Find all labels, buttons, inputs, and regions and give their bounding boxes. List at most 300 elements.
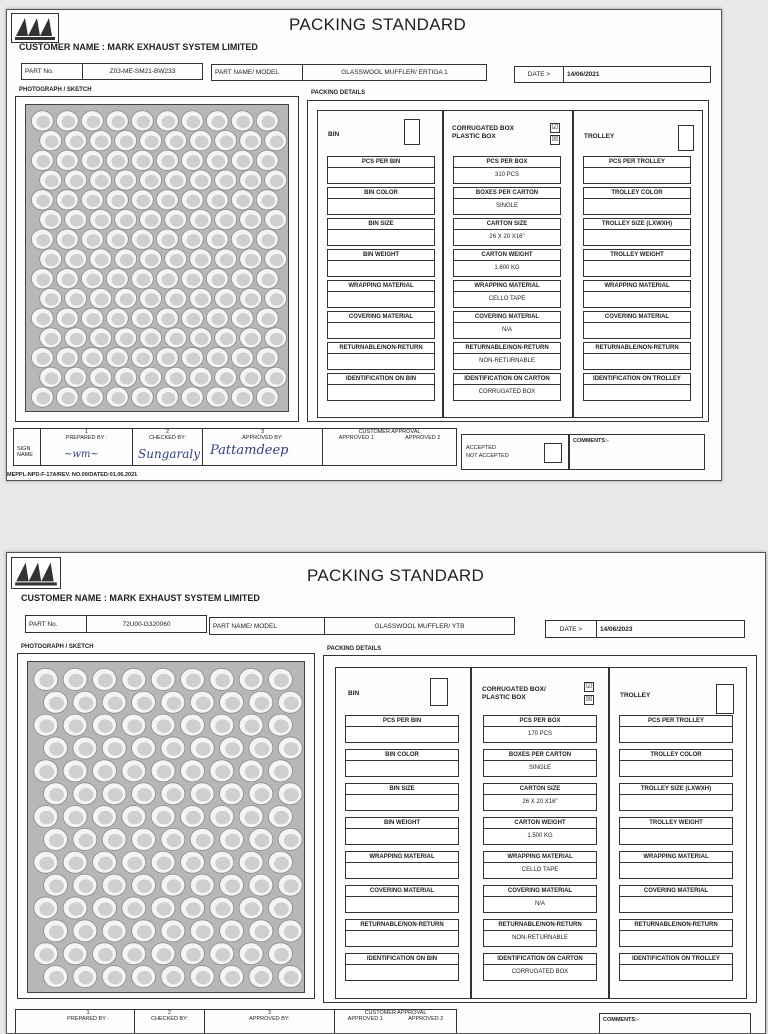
customer-name: CUSTOMER NAME : MARK EXHAUST SYSTEM LIMITED bbox=[19, 42, 258, 52]
prepared-by-label: PREPARED BY : bbox=[65, 435, 108, 441]
tube-hole bbox=[245, 333, 259, 345]
tube-hole bbox=[220, 254, 234, 266]
field-value bbox=[345, 795, 459, 811]
tube-hole bbox=[270, 372, 284, 384]
field-label: WRAPPING MATERIAL bbox=[453, 280, 561, 292]
tube-hole bbox=[120, 254, 134, 266]
tube-hole bbox=[87, 313, 101, 325]
trolley-field-6 bbox=[583, 311, 691, 339]
trolley-checkbox bbox=[716, 684, 734, 714]
glasswool-tubes-image bbox=[28, 662, 304, 992]
field-value bbox=[345, 897, 459, 913]
field-label: PCS PER TROLLEY bbox=[583, 156, 691, 168]
approved-signature: Pattamdeep bbox=[210, 443, 289, 458]
product-photo bbox=[25, 104, 289, 412]
field-label: PCS PER BIN bbox=[345, 715, 459, 727]
tube-hole bbox=[157, 902, 172, 915]
bin-field-7 bbox=[345, 919, 459, 947]
field-value bbox=[345, 829, 459, 845]
field-label: PCS PER TROLLEY bbox=[619, 715, 733, 727]
trolley-field-4 bbox=[583, 249, 691, 277]
tube-hole bbox=[245, 372, 259, 384]
corrugated-box-check-icon: ☑ bbox=[585, 683, 593, 690]
box-field-2 bbox=[483, 749, 597, 777]
tube-hole bbox=[37, 392, 51, 404]
tube-hole bbox=[120, 293, 134, 305]
bin-field-1 bbox=[345, 715, 459, 743]
box-heading: CORRUGATED BOX/ PLASTIC BOX bbox=[482, 686, 546, 701]
tube-hole bbox=[262, 155, 276, 167]
tube-hole bbox=[78, 971, 93, 984]
tube-hole bbox=[195, 333, 209, 345]
tube-hole bbox=[95, 175, 109, 187]
tube-hole bbox=[254, 697, 269, 710]
customer-approval-label: CUSTOMER APPROVAL bbox=[364, 1010, 427, 1016]
tube-hole bbox=[215, 719, 230, 732]
tube-hole bbox=[78, 742, 93, 755]
part-no-label: PART No. bbox=[25, 68, 54, 75]
sail-logo-icon bbox=[12, 558, 60, 588]
field-label: RETURNABLE/NON-RETURN bbox=[619, 919, 733, 931]
tube-hole bbox=[245, 135, 259, 147]
tube-hole bbox=[284, 834, 299, 847]
tube-hole bbox=[69, 811, 84, 824]
tube-hole bbox=[49, 879, 64, 892]
field-label: BIN COLOR bbox=[327, 187, 435, 199]
tube-hole bbox=[245, 765, 260, 778]
prepared-by-label: PREPARED BY : bbox=[67, 1016, 109, 1022]
tube-hole bbox=[215, 948, 230, 961]
prepared-signature: ~wm~ bbox=[64, 449, 99, 460]
box-field-3 bbox=[453, 218, 561, 246]
tube-hole bbox=[145, 293, 159, 305]
approved-2-label: APPROVED 2 bbox=[408, 1016, 444, 1022]
tube-hole bbox=[196, 742, 211, 755]
tube-hole bbox=[45, 254, 59, 266]
field-label: RETURNABLE/NON-RETURN bbox=[453, 342, 561, 354]
field-value: N/A bbox=[483, 897, 597, 913]
bin-heading: BIN bbox=[328, 131, 340, 138]
document-reference: MEPPL-NPD-F-17A/REV. NO.00/DATED:01.06.2021 bbox=[7, 472, 138, 478]
tube-hole bbox=[220, 175, 234, 187]
name-label: NAME bbox=[17, 452, 33, 458]
tube-hole bbox=[215, 902, 230, 915]
tube-hole bbox=[69, 948, 84, 961]
approved-1-label: APPROVED 1 bbox=[347, 1016, 383, 1022]
tube-hole bbox=[98, 674, 113, 687]
field-value bbox=[327, 354, 435, 370]
field-label: WRAPPING MATERIAL bbox=[619, 851, 733, 863]
tube-hole bbox=[127, 902, 142, 915]
comments-label: COMMENTS:- bbox=[603, 1017, 639, 1023]
tube-hole bbox=[127, 719, 142, 732]
tube-hole bbox=[274, 765, 289, 778]
tube-hole bbox=[166, 925, 181, 938]
tube-hole bbox=[87, 195, 101, 207]
tube-hole bbox=[70, 254, 84, 266]
field-label: PCS PER BOX bbox=[453, 156, 561, 168]
tube-hole bbox=[262, 313, 276, 325]
field-label: RETURNABLE/NON-RETURN bbox=[345, 919, 459, 931]
tube-hole bbox=[112, 195, 126, 207]
field-label: IDENTIFICATION ON TROLLEY bbox=[583, 373, 691, 385]
acceptance-checkbox bbox=[544, 443, 562, 463]
tube-hole bbox=[45, 333, 59, 345]
field-value bbox=[619, 863, 733, 879]
prepared-by-cell bbox=[42, 1010, 134, 1034]
col-1-number: 1 bbox=[86, 1010, 90, 1016]
field-value: CORRUGATED BOX bbox=[453, 385, 561, 401]
tube-hole bbox=[157, 948, 172, 961]
tube-hole bbox=[62, 274, 76, 286]
page-title: PACKING STANDARD bbox=[289, 15, 467, 34]
tube-hole bbox=[270, 175, 284, 187]
box-field-6 bbox=[483, 885, 597, 913]
tube-hole bbox=[120, 175, 134, 187]
field-value bbox=[619, 897, 733, 913]
tube-hole bbox=[98, 811, 113, 824]
trolley-field-7 bbox=[619, 919, 733, 947]
checked-by-label: CHECKED BY: bbox=[149, 435, 186, 441]
tube-hole bbox=[270, 333, 284, 345]
field-label: RETURNABLE/NON-RETURN bbox=[327, 342, 435, 354]
tube-hole bbox=[162, 392, 176, 404]
tube-hole bbox=[162, 155, 176, 167]
tube-hole bbox=[137, 195, 151, 207]
tube-hole bbox=[220, 135, 234, 147]
tube-hole bbox=[212, 392, 226, 404]
field-value bbox=[619, 829, 733, 845]
tube-hole bbox=[127, 811, 142, 824]
field-label: PCS PER BOX bbox=[483, 715, 597, 727]
tube-hole bbox=[170, 372, 184, 384]
tube-hole bbox=[284, 925, 299, 938]
tube-hole bbox=[157, 719, 172, 732]
field-value bbox=[327, 292, 435, 308]
tube-hole bbox=[62, 313, 76, 325]
tube-hole bbox=[78, 697, 93, 710]
tube-hole bbox=[196, 697, 211, 710]
tube-hole bbox=[37, 274, 51, 286]
tube-hole bbox=[166, 834, 181, 847]
field-value: N/A bbox=[453, 323, 561, 339]
tube-hole bbox=[78, 834, 93, 847]
tube-hole bbox=[39, 902, 54, 915]
tube-hole bbox=[108, 879, 123, 892]
field-value bbox=[583, 230, 691, 246]
tube-hole bbox=[225, 925, 240, 938]
tube-hole bbox=[120, 333, 134, 345]
trolley-field-3 bbox=[583, 218, 691, 246]
field-value bbox=[583, 354, 691, 370]
tube-hole bbox=[254, 834, 269, 847]
sign-label: SIGN bbox=[17, 446, 31, 452]
tube-hole bbox=[95, 293, 109, 305]
field-value bbox=[345, 761, 459, 777]
checked-signature: Sungaraly bbox=[138, 447, 201, 461]
tube-hole bbox=[69, 719, 84, 732]
col-3-number: 3 bbox=[267, 1010, 272, 1016]
tube-hole bbox=[254, 788, 269, 801]
field-value bbox=[327, 385, 435, 401]
box-field-7 bbox=[483, 919, 597, 947]
tube-hole bbox=[69, 902, 84, 915]
tube-hole bbox=[187, 155, 201, 167]
tube-hole bbox=[98, 857, 113, 870]
field-value bbox=[619, 761, 733, 777]
field-label: CARTON WEIGHT bbox=[483, 817, 597, 829]
tube-hole bbox=[70, 372, 84, 384]
tube-hole bbox=[70, 293, 84, 305]
field-value: 310 PCS bbox=[453, 168, 561, 184]
tube-hole bbox=[112, 313, 126, 325]
tube-hole bbox=[195, 293, 209, 305]
box-field-6 bbox=[453, 311, 561, 339]
part-name-label: PART NAME/ MODEL bbox=[215, 69, 279, 76]
tube-hole bbox=[284, 742, 299, 755]
tube-hole bbox=[284, 788, 299, 801]
tube-hole bbox=[225, 742, 240, 755]
tube-hole bbox=[166, 742, 181, 755]
box-field-1 bbox=[453, 156, 561, 184]
tube-hole bbox=[284, 879, 299, 892]
tube-hole bbox=[87, 116, 101, 128]
tube-hole bbox=[62, 234, 76, 246]
tube-hole bbox=[245, 902, 260, 915]
tube-hole bbox=[39, 719, 54, 732]
tube-hole bbox=[262, 234, 276, 246]
approval-table bbox=[15, 1009, 457, 1034]
field-label: TROLLEY WEIGHT bbox=[619, 817, 733, 829]
field-value bbox=[345, 727, 459, 743]
field-value bbox=[583, 199, 691, 215]
tube-hole bbox=[220, 333, 234, 345]
part-info-row bbox=[21, 63, 203, 80]
comments-box bbox=[569, 434, 705, 470]
bin-field-2 bbox=[345, 749, 459, 777]
trolley-field-3 bbox=[619, 783, 733, 811]
tube-hole bbox=[108, 834, 123, 847]
field-label: IDENTIFICATION ON BIN bbox=[345, 953, 459, 965]
tube-hole bbox=[70, 175, 84, 187]
trolley-field-5 bbox=[619, 851, 733, 879]
tube-hole bbox=[186, 674, 201, 687]
tube-hole bbox=[254, 925, 269, 938]
trolley-field-7 bbox=[583, 342, 691, 370]
tube-hole bbox=[166, 697, 181, 710]
date-value: 14/06/2023 bbox=[596, 621, 744, 637]
tube-hole bbox=[254, 742, 269, 755]
tube-hole bbox=[49, 834, 64, 847]
trolley-field-8 bbox=[619, 953, 733, 981]
tube-hole bbox=[62, 353, 76, 365]
customer-approval-label: CUSTOMER APPROVAL bbox=[358, 429, 421, 435]
tube-hole bbox=[274, 902, 289, 915]
field-label: BIN SIZE bbox=[327, 218, 435, 230]
approval-levels bbox=[323, 435, 456, 441]
trolley-field-2 bbox=[583, 187, 691, 215]
tube-hole bbox=[237, 116, 251, 128]
field-label: TROLLEY COLOR bbox=[619, 749, 733, 761]
tube-hole bbox=[37, 234, 51, 246]
field-value bbox=[327, 168, 435, 184]
tube-hole bbox=[262, 195, 276, 207]
tube-hole bbox=[186, 719, 201, 732]
approved-by-label: APPROVED BY: bbox=[242, 435, 283, 441]
box-heading: CORRUGATED BOX PLASTIC BOX bbox=[452, 125, 514, 140]
trolley-field-8 bbox=[583, 373, 691, 401]
tube-hole bbox=[220, 214, 234, 226]
tube-hole bbox=[187, 234, 201, 246]
box-field-3 bbox=[483, 783, 597, 811]
tube-hole bbox=[186, 857, 201, 870]
tube-hole bbox=[157, 857, 172, 870]
field-value bbox=[327, 199, 435, 215]
tube-hole bbox=[108, 788, 123, 801]
box-field-8 bbox=[483, 953, 597, 981]
tube-hole bbox=[262, 353, 276, 365]
tube-hole bbox=[245, 254, 259, 266]
tube-hole bbox=[187, 313, 201, 325]
tube-hole bbox=[137, 742, 152, 755]
trolley-field-6 bbox=[619, 885, 733, 913]
tube-hole bbox=[78, 925, 93, 938]
tube-hole bbox=[195, 254, 209, 266]
field-label: RETURNABLE/NON-RETURN bbox=[483, 919, 597, 931]
tube-hole bbox=[70, 135, 84, 147]
field-value bbox=[583, 292, 691, 308]
date-value: 14/06/2021 bbox=[563, 67, 710, 82]
tube-hole bbox=[137, 274, 151, 286]
trolley-checkbox bbox=[678, 125, 694, 151]
field-label: COVERING MATERIAL bbox=[619, 885, 733, 897]
tube-hole bbox=[195, 214, 209, 226]
tube-hole bbox=[137, 834, 152, 847]
tube-hole bbox=[70, 333, 84, 345]
tube-hole bbox=[215, 857, 230, 870]
tube-hole bbox=[166, 971, 181, 984]
field-value bbox=[345, 863, 459, 879]
tube-hole bbox=[225, 788, 240, 801]
box-field-1 bbox=[483, 715, 597, 743]
tube-hole bbox=[112, 353, 126, 365]
tube-hole bbox=[95, 254, 109, 266]
company-logo bbox=[11, 557, 61, 589]
tube-hole bbox=[195, 175, 209, 187]
approved-2-label: APPROVED 2 bbox=[405, 435, 441, 441]
trolley-heading: TROLLEY bbox=[584, 133, 615, 140]
tube-hole bbox=[186, 948, 201, 961]
field-label: WRAPPING MATERIAL bbox=[345, 851, 459, 863]
tube-hole bbox=[195, 135, 209, 147]
field-value bbox=[619, 795, 733, 811]
tube-hole bbox=[98, 948, 113, 961]
tube-hole bbox=[274, 674, 289, 687]
customer-approval-cell bbox=[322, 429, 456, 465]
tube-hole bbox=[49, 971, 64, 984]
tube-hole bbox=[196, 834, 211, 847]
tube-hole bbox=[237, 274, 251, 286]
approved-by-label: APPROVED BY: bbox=[249, 1016, 290, 1022]
tube-hole bbox=[245, 719, 260, 732]
field-label: WRAPPING MATERIAL bbox=[327, 280, 435, 292]
tube-hole bbox=[212, 234, 226, 246]
tube-hole bbox=[225, 879, 240, 892]
page-title: PACKING STANDARD bbox=[307, 566, 485, 585]
tube-hole bbox=[196, 971, 211, 984]
tube-hole bbox=[245, 674, 260, 687]
field-label: BOXES PER CARTON bbox=[483, 749, 597, 761]
tube-hole bbox=[95, 214, 109, 226]
bin-field-8 bbox=[345, 953, 459, 981]
tube-hole bbox=[284, 971, 299, 984]
tube-hole bbox=[62, 392, 76, 404]
tube-hole bbox=[87, 353, 101, 365]
tube-hole bbox=[245, 293, 259, 305]
tube-hole bbox=[212, 155, 226, 167]
tube-hole bbox=[45, 214, 59, 226]
approved-by-cell bbox=[204, 1010, 334, 1034]
field-value: 26 X 20 X16" bbox=[453, 230, 561, 246]
photo-section-label: PHOTOGRAPH / SKETCH bbox=[19, 87, 92, 93]
bin-field-2 bbox=[327, 187, 435, 215]
tube-hole bbox=[137, 788, 152, 801]
tube-hole bbox=[145, 175, 159, 187]
tube-hole bbox=[145, 254, 159, 266]
tube-hole bbox=[39, 674, 54, 687]
tube-hole bbox=[95, 372, 109, 384]
tube-hole bbox=[127, 765, 142, 778]
tube-hole bbox=[95, 135, 109, 147]
tube-hole bbox=[170, 135, 184, 147]
tube-hole bbox=[187, 353, 201, 365]
tube-hole bbox=[45, 372, 59, 384]
bin-field-1 bbox=[327, 156, 435, 184]
company-logo bbox=[11, 13, 59, 43]
date-row bbox=[514, 66, 711, 83]
part-no-label: PART No. bbox=[29, 620, 58, 628]
field-label: COVERING MATERIAL bbox=[483, 885, 597, 897]
field-value bbox=[345, 931, 459, 947]
date-row bbox=[545, 620, 745, 638]
field-value bbox=[345, 965, 459, 981]
field-value: SINGLE bbox=[453, 199, 561, 215]
customer-name: CUSTOMER NAME : MARK EXHAUST SYSTEM LIMITED bbox=[21, 593, 260, 603]
field-label: RETURNABLE/NON-RETURN bbox=[583, 342, 691, 354]
plastic-box-cross-icon: ☒ bbox=[585, 696, 593, 703]
tube-hole bbox=[45, 135, 59, 147]
field-label: CARTON SIZE bbox=[453, 218, 561, 230]
tube-hole bbox=[215, 674, 230, 687]
tube-hole bbox=[212, 313, 226, 325]
tube-hole bbox=[212, 116, 226, 128]
col-3-number: 3 bbox=[260, 429, 265, 435]
field-label: WRAPPING MATERIAL bbox=[583, 280, 691, 292]
bin-checkbox bbox=[430, 678, 448, 706]
date-label: DATE > bbox=[559, 625, 583, 633]
tube-hole bbox=[225, 971, 240, 984]
tube-hole bbox=[170, 333, 184, 345]
sail-logo-icon bbox=[12, 14, 58, 42]
tube-hole bbox=[270, 135, 284, 147]
tube-hole bbox=[62, 195, 76, 207]
tube-hole bbox=[245, 175, 259, 187]
tube-hole bbox=[157, 811, 172, 824]
tube-hole bbox=[274, 857, 289, 870]
acceptance-box bbox=[461, 434, 569, 470]
tube-hole bbox=[87, 155, 101, 167]
box-field-5 bbox=[453, 280, 561, 308]
